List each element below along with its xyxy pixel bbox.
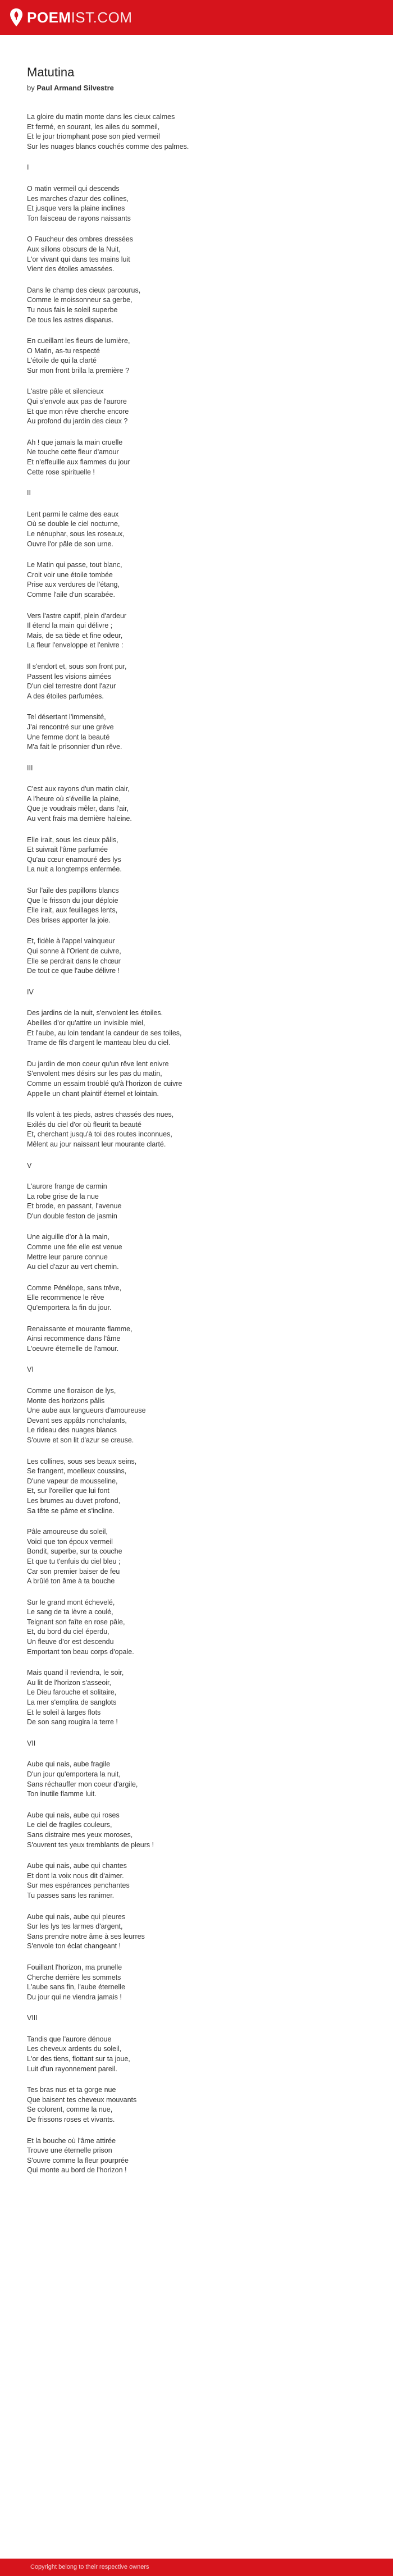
poem-line: L'aube sans fin, l'aube éternelle xyxy=(27,1983,126,1992)
poem-line: O matin vermeil qui descends xyxy=(27,184,120,193)
poem-line: Ils volent à tes pieds, astres chassés des nues, xyxy=(27,1111,174,1119)
stanza xyxy=(27,510,364,549)
poem-line: Comme le moissonneur sa gerbe, xyxy=(27,296,132,304)
poem-line: Sur les nuages blancs couchés comme des palmes. xyxy=(27,142,189,150)
poem-line: Et fermé, en sourant, les ailes du sommeil, xyxy=(27,122,160,131)
stanza xyxy=(27,1811,364,1850)
poem-line: Les collines, sous ses beaux seins, xyxy=(27,1457,137,1465)
stanza xyxy=(27,2136,364,2176)
poem-line: Fouillant l'horizon, ma prunelle xyxy=(27,1963,122,1971)
poem-line: Sans prendre notre âme à ses leurres xyxy=(27,1932,145,1940)
poem-line: A des étoiles parfumées. xyxy=(27,692,104,700)
poem-line: Les cheveux ardents du soleil, xyxy=(27,2045,122,2053)
poem-byline xyxy=(27,83,364,93)
poem-line: L'étoile de qui la clarté xyxy=(27,357,97,365)
poem-line: Et la bouche où l'âme attirée xyxy=(27,2136,116,2145)
poem-line: Et suivrait l'âme parfumée xyxy=(27,846,108,854)
poem-line: Et, sur l'oreiller que lui font xyxy=(27,1487,109,1495)
poem-line: Que baisent tes cheveux mouvants xyxy=(27,2095,137,2104)
poem-line: Sur les lys tes larmes d'argent, xyxy=(27,1922,123,1931)
poem-line: Du jour qui ne viendra jamais ! xyxy=(27,1993,122,2001)
poem-line: Sur l'aile des papillons blancs xyxy=(27,887,119,895)
poem-body xyxy=(27,112,364,2176)
poem-line: La gloire du matin monte dans les cieux calmes xyxy=(27,113,175,121)
poem-line: D'un jour qu'emportera la nuit, xyxy=(27,1770,121,1778)
stanza xyxy=(27,1386,364,1446)
poem-line: Aube qui nais, aube qui roses xyxy=(27,1811,120,1819)
stanza xyxy=(27,112,364,152)
poem-line: S'envolent mes désirs sur les pas du matin, xyxy=(27,1070,162,1078)
poem-line: O Faucheur des ombres dressées xyxy=(27,235,133,244)
stanza xyxy=(27,184,364,223)
poem-line: L'or des tiens, flottant sur ta joue, xyxy=(27,2055,130,2063)
poem-line: Aube qui nais, aube qui pleures xyxy=(27,1912,126,1921)
poem-line: Cherche derrière les sommets xyxy=(27,1973,121,1981)
byline-prefix: by xyxy=(27,84,35,92)
poem-line: Comme un essaim troublé qu'à l'horizon de cuivre xyxy=(27,1079,182,1088)
poem-line: Ah ! que jamais la main cruelle xyxy=(27,438,123,446)
poem-line: S'ouvre comme la fleur pourprée xyxy=(27,2156,129,2164)
poem-line: Le sang de ta lèvre a coulé, xyxy=(27,1608,113,1616)
poem-line: La nuit a longtemps enfermée. xyxy=(27,865,122,874)
poem-line: Au profond du jardin des cieux ? xyxy=(27,417,128,426)
poem-line: Trouve une éternelle prison xyxy=(27,2146,112,2155)
stanza xyxy=(27,1232,364,1272)
poem-line: Ton inutile flamme luit. xyxy=(27,1790,97,1798)
poem-line: Ouvre l'or pâle de son urne. xyxy=(27,540,113,548)
poem-line: C'est aux rayons d'un matin clair, xyxy=(27,785,130,793)
section-numeral: I xyxy=(27,163,29,172)
poem-line: Le nénuphar, sous les roseaux, xyxy=(27,530,125,538)
poem-line: Une femme dont la beauté xyxy=(27,733,110,741)
poem-line: Aube qui nais, aube fragile xyxy=(27,1760,111,1769)
poem-line: D'un double feston de jasmin xyxy=(27,1212,117,1220)
poem-line: Mais quand il reviendra, le soir, xyxy=(27,1669,124,1677)
poem-line: Sans distraire mes yeux moroses, xyxy=(27,1830,133,1839)
section-numeral: VI xyxy=(27,1365,34,1374)
poem-line: Emportant ton beau corps d'opale. xyxy=(27,1647,134,1656)
poem-line: Cette rose spirituelle ! xyxy=(27,468,95,476)
poem-line: Elle irait, sous les cieux pâlis, xyxy=(27,835,118,844)
section-numeral: IV xyxy=(27,988,34,996)
stanza xyxy=(27,1668,364,1728)
stanza xyxy=(27,1182,364,1221)
poem-line: L'oeuvre éternelle de l'amour. xyxy=(27,1344,119,1353)
poem-line: Comme une fée elle est venue xyxy=(27,1243,122,1252)
section-numeral: V xyxy=(27,1161,32,1170)
stanza xyxy=(27,2085,364,2125)
poem-line: Tu passes sans les ranimer. xyxy=(27,1891,115,1899)
stanza xyxy=(27,286,364,325)
poem-line: Appelle un chant plaintif éternel et lointain. xyxy=(27,1089,159,1098)
poem-line: Aux sillons obscurs de la Nuit, xyxy=(27,245,121,253)
poem-line: Qu'au cœur enamouré des lys xyxy=(27,855,121,864)
poem-line: Mais, de sa tiède et fine odeur, xyxy=(27,631,123,640)
poem-line: Sur mon front brilla la première ? xyxy=(27,366,130,374)
poem-line: Et que tu t'enfuis du ciel bleu ; xyxy=(27,1557,121,1565)
stanza xyxy=(27,1059,364,1099)
poem-line: La mer s'emplira de sanglots xyxy=(27,1698,117,1707)
poem-line: De tout ce que l'aube délivre ! xyxy=(27,967,120,975)
poem-line: Ne touche cette fleur d'amour xyxy=(27,448,119,456)
poem-line: Et, fidèle à l'appel vainqueur xyxy=(27,937,115,946)
author-name-link[interactable]: Paul Armand Silvestre xyxy=(36,84,114,92)
poem-line: Abeilles d'or qu'attire un invisible miel, xyxy=(27,1018,145,1027)
stanza xyxy=(27,387,364,426)
top-header-bar xyxy=(0,0,393,35)
poem-line: Tu nous fais le soleil superbe xyxy=(27,305,118,314)
poem-line: Trame de fils d'argent le manteau bleu du ciel. xyxy=(27,1039,171,1047)
poem-line: Les brumes au duvet profond, xyxy=(27,1496,121,1505)
poem-line: Du jardin de mon coeur qu'un rêve lent enivre xyxy=(27,1059,169,1068)
poem-line: Se colorent, comme la nue, xyxy=(27,2105,113,2114)
stanza xyxy=(27,611,364,651)
poem-line: Le Matin qui passe, tout blanc, xyxy=(27,561,122,569)
brand-name-light: IST.COM xyxy=(71,8,132,26)
poem-line: Devant ses appâts nonchalants, xyxy=(27,1416,127,1424)
stanza xyxy=(27,235,364,274)
poem-line: Vers l'astre captif, plein d'ardeur xyxy=(27,611,127,620)
poem-line: Tandis que l'aurore dénoue xyxy=(27,2035,112,2043)
stanza xyxy=(27,1008,364,1048)
poem-line: L'aurore frange de carmin xyxy=(27,1182,107,1191)
poem-line: Et jusque vers la plaine inclines xyxy=(27,204,125,213)
poem-line: Et le soleil à larges flots xyxy=(27,1708,101,1716)
poem-line: Prise aux verdures de l'étang, xyxy=(27,581,120,589)
stanza xyxy=(27,784,364,824)
poem-line: S'ouvre et son lit d'azur se creuse. xyxy=(27,1436,134,1444)
poem-line: Le Dieu farouche et solitaire, xyxy=(27,1688,117,1697)
poem-line: Sans réchauffer mon coeur d'argile, xyxy=(27,1780,138,1788)
poem-line: Comme Pénélope, sans trêve, xyxy=(27,1284,122,1292)
poem-line: La fleur l'enveloppe et l'enivre : xyxy=(27,641,124,650)
stanza xyxy=(27,1284,364,1313)
section-numeral: II xyxy=(27,489,31,497)
poem-line: Se frangent, moelleux coussins, xyxy=(27,1467,127,1476)
poem-line: A l'heure où s'éveille la plaine, xyxy=(27,794,121,803)
poem-line: Qu'emportera la fin du jour. xyxy=(27,1304,112,1312)
poem-line: D'une vapeur de mousseline, xyxy=(27,1477,118,1485)
section-numeral: III xyxy=(27,764,33,772)
poem-line: Des jardins de la nuit, s'envolent les étoiles. xyxy=(27,1009,163,1017)
poem-line: Car son premier baiser de feu xyxy=(27,1567,120,1575)
poem-line: Teignant son faîte en rose pâle, xyxy=(27,1618,125,1626)
copyright-text: Copyright belong to their respective owners xyxy=(30,2564,149,2570)
poem-line: S'envole ton éclat changeant ! xyxy=(27,1942,121,1951)
poem-line: Aube qui nais, aube qui chantes xyxy=(27,1862,127,1870)
poem-line: Et, du bord du ciel éperdu, xyxy=(27,1628,109,1636)
poem-line: Et brode, en passant, l'avenue xyxy=(27,1202,122,1211)
poem-line: La robe grise de la nue xyxy=(27,1192,99,1200)
poem-line: Dans le champ des cieux parcourus, xyxy=(27,286,141,294)
poem-line: Sa tête se pâme et s'incline. xyxy=(27,1506,115,1515)
poem-line: Comme l'aile d'un scarabée. xyxy=(27,590,115,599)
poem-line: Passent les visions aimées xyxy=(27,672,112,680)
stanza xyxy=(27,937,364,976)
poem-line: Le rideau des nuages blancs xyxy=(27,1426,117,1435)
poem-line: Au ciel d'azur au vert chemin. xyxy=(27,1263,119,1271)
poem-line: De tous les astres disparus. xyxy=(27,316,114,324)
stanza xyxy=(27,712,364,752)
section-numeral: VII xyxy=(27,1739,36,1747)
stanza xyxy=(27,1963,364,2002)
poem-line: Et dont la voix nous dit d'aimer. xyxy=(27,1871,124,1880)
poem-line: Ton faisceau de rayons naissants xyxy=(27,214,131,222)
stanza xyxy=(27,662,364,701)
stanza xyxy=(27,1912,364,1952)
footer-bar xyxy=(0,2559,393,2576)
poem-line: J'ai rencontré sur une grève xyxy=(27,723,114,731)
brand-name-bold: POEM xyxy=(27,8,71,26)
poem-line: De frissons roses et vivants. xyxy=(27,2116,115,2124)
stanza xyxy=(27,438,364,477)
poem-line: Mettre leur parure connue xyxy=(27,1253,108,1261)
poem-line: L'astre pâle et silencieux xyxy=(27,387,104,396)
poem-line: Et l'aube, au loin tendant la candeur de ses toiles, xyxy=(27,1029,182,1037)
poem-line: Comme une floraison de lys, xyxy=(27,1387,116,1395)
poem-line: D'un ciel terrestre dont l'azur xyxy=(27,682,116,691)
poem-line: Lent parmi le calme des eaux xyxy=(27,510,119,518)
stanza xyxy=(27,886,364,925)
poem-line: Une aube aux langueurs d'amoureuse xyxy=(27,1406,146,1415)
section-numeral: VIII xyxy=(27,2014,38,2022)
poem-line: Croit voir une étoile tombée xyxy=(27,570,113,579)
poem-line: Vient des étoiles amassées. xyxy=(27,265,115,273)
poem-line: Au lit de l'horizon s'asseoir, xyxy=(27,1678,111,1687)
poem-line: Une aiguille d'or à la main, xyxy=(27,1233,109,1241)
poem-line: M'a fait le prisonnier d'un rêve. xyxy=(27,743,122,751)
poem-line: Et que mon rêve cherche encore xyxy=(27,407,129,415)
poem-line: Tel désertant l'immensité, xyxy=(27,713,106,721)
stanza xyxy=(27,2035,364,2074)
poem-line: Renaissante et mourante flamme, xyxy=(27,1324,132,1333)
poem-line: Au vent frais ma dernière haleine. xyxy=(27,815,132,823)
poem-line: Voici que ton époux vermeil xyxy=(27,1537,113,1546)
stanza xyxy=(27,560,364,600)
poem-line: De son sang rougira la terre ! xyxy=(27,1718,118,1727)
poem-line: Il s'endort et, sous son front pur, xyxy=(27,662,127,670)
poem-line: Qui monte au bord de l'horizon ! xyxy=(27,2166,127,2175)
poem-line: Il étend la main qui délivre ; xyxy=(27,622,113,630)
poem-pin-icon xyxy=(9,8,24,27)
poem-line: En cueillant les fleurs de lumière, xyxy=(27,337,130,345)
poem-line: Ainsi recommence dans l'âme xyxy=(27,1335,121,1343)
poem-line: Et n'effeuille aux flammes du jour xyxy=(27,458,130,467)
poem-line: Où se double le ciel nocturne, xyxy=(27,520,120,528)
poem-line: Exilés du ciel d'or où fleurit ta beauté xyxy=(27,1120,141,1129)
poem-line: Qui s'envole aux pas de l'aurore xyxy=(27,398,127,406)
poem-line: Les marches d'azur des collines, xyxy=(27,194,129,203)
poem-line: Elle recommence le rêve xyxy=(27,1294,104,1302)
poem-line: Elle se perdrait dans le chœur xyxy=(27,957,121,965)
poem-line: L'or vivant qui dans tes mains luit xyxy=(27,255,130,263)
poem-line: Sur le grand mont échevelé, xyxy=(27,1598,115,1606)
poem-line: Pâle amoureuse du soleil, xyxy=(27,1528,108,1536)
poem-line: O Matin, as-tu respecté xyxy=(27,346,100,355)
poem-line: S'ouvrent tes yeux tremblants de pleurs ! xyxy=(27,1840,154,1849)
site-logo-link[interactable] xyxy=(9,7,132,28)
poem-line: Que le frisson du jour déploie xyxy=(27,896,118,905)
poem-line: Et le jour triomphant pose son pied vermeil xyxy=(27,133,160,141)
stanza xyxy=(27,1760,364,1799)
stanza xyxy=(27,1110,364,1149)
stanza xyxy=(27,1861,364,1901)
poem-line: Bondit, superbe, sur ta couche xyxy=(27,1547,122,1556)
poem-line: Tes bras nus et ta gorge nue xyxy=(27,2086,116,2094)
poem-content xyxy=(27,65,364,2187)
poem-line: Des brises apporter la joie. xyxy=(27,916,111,924)
poem-line: Sur mes espérances penchantes xyxy=(27,1881,130,1890)
poem-line: A brûlé ton âme à ta bouche xyxy=(27,1577,115,1586)
poem-line: Monte des horizons pâlis xyxy=(27,1396,105,1405)
stanza xyxy=(27,1598,364,1657)
stanza xyxy=(27,336,364,376)
stanza xyxy=(27,835,364,875)
poem-title: Matutina xyxy=(27,65,75,79)
poem-line: Mêlent au jour naissant leur mourante clarté. xyxy=(27,1140,166,1148)
stanza xyxy=(27,1457,364,1517)
poem-line: Elle irait, aux feuillages lents, xyxy=(27,906,118,915)
stanza xyxy=(27,1527,364,1587)
poem-line: Le ciel de fragiles couleurs, xyxy=(27,1821,112,1829)
poem-line: Qui sonne à l'Orient de cuivre, xyxy=(27,947,121,955)
poem-line: Un fleuve d'or est descendu xyxy=(27,1638,114,1646)
poem-line: Que je voudrais mêler, dans l'air, xyxy=(27,805,129,813)
stanza xyxy=(27,1324,364,1354)
poem-line: Luit d'un rayonnement pareil. xyxy=(27,2065,117,2073)
poem-line: Et, cherchant jusqu'à toi des routes inconnues, xyxy=(27,1130,172,1139)
